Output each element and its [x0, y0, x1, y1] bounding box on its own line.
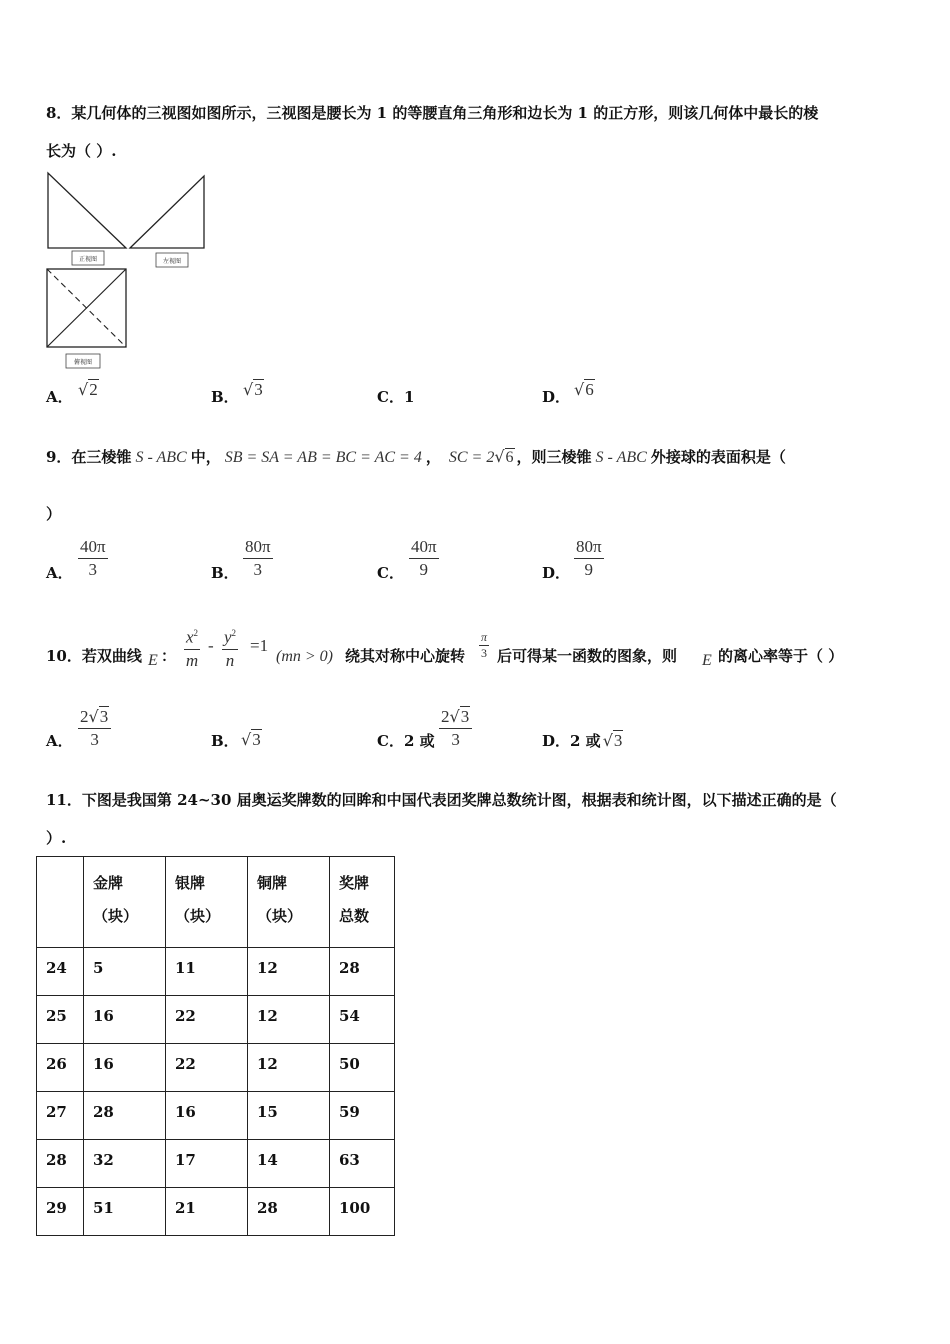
q9-option-a[interactable]: [46, 537, 106, 583]
table-cell: 17: [166, 1140, 248, 1188]
table-cell: 28: [248, 1188, 330, 1236]
side-view-triangle: [130, 176, 204, 248]
q9-suffix2: 外接球的表面积是（: [650, 448, 786, 466]
table-cell: 100: [330, 1188, 395, 1236]
table-cell: 22: [166, 1044, 248, 1092]
option-prefix: 2 或: [570, 732, 601, 750]
table-cell: 27: [37, 1092, 84, 1140]
option-label: C．: [377, 732, 404, 750]
fraction: $\frac{40\pi}{3}$: [80, 537, 106, 579]
q8-option-a[interactable]: [46, 380, 98, 407]
q10-end-text: 的离心率等于（ ）: [718, 647, 844, 665]
table-cell: 59: [330, 1092, 395, 1140]
option-label: B．: [211, 732, 239, 750]
q8-three-view-figure: [44, 168, 214, 376]
q9-option-c[interactable]: [377, 537, 437, 583]
q9-pyramid2: S - ABC: [595, 449, 647, 466]
table-cell: 28: [84, 1092, 166, 1140]
header-cell-silver: 银牌 （块）: [166, 857, 248, 948]
q9-option-d[interactable]: [542, 537, 602, 583]
q10-after-text: 后可得某一函数的图象，则: [497, 647, 678, 665]
table-cell: 22: [166, 996, 248, 1044]
q10-colon: ：: [161, 647, 177, 665]
table-cell: 12: [248, 996, 330, 1044]
q8-text-line2: 长为（ ）.: [46, 142, 117, 160]
table-cell: 16: [166, 1092, 248, 1140]
front-view-label: 正视图: [78, 256, 98, 263]
table-cell: 51: [84, 1188, 166, 1236]
fraction: $\frac{80\pi}{9}$: [576, 537, 602, 579]
q10-option-b[interactable]: [211, 730, 261, 751]
q10-minus: -: [208, 636, 214, 655]
q9-text-line1: [46, 446, 786, 467]
table-cell: 63: [330, 1140, 395, 1188]
q10-equals-one: =1: [250, 636, 269, 655]
option-label: A．: [46, 564, 73, 582]
option-label: A．: [46, 388, 73, 406]
fraction: $\frac{2√3}{3}$: [78, 706, 111, 751]
sqrt-value: √2: [78, 380, 98, 399]
q9-mid: 中，: [190, 448, 221, 466]
q10-rotate-text: 绕其对称中心旋转: [345, 647, 466, 665]
table-cell: 26: [37, 1044, 84, 1092]
fraction: $\frac{80\pi}{3}$: [245, 537, 271, 579]
table-cell: 28: [37, 1140, 84, 1188]
q10-x-fraction: $\frac{x^2}{m}$: [184, 622, 200, 672]
top-view-label: 俯视图: [73, 359, 93, 366]
option-label: A．: [46, 732, 73, 750]
q10-option-c[interactable]: [377, 707, 470, 751]
q10-E2: E: [702, 652, 712, 669]
q9-comma: ，: [425, 448, 441, 466]
q9-option-b[interactable]: [211, 537, 271, 583]
table-row: [37, 1140, 395, 1188]
option-label: D．: [542, 564, 571, 582]
q9-prefix: 9．在三棱锥: [46, 448, 132, 466]
header-cell-gold: 金牌 （块）: [84, 857, 166, 948]
q9-text-line2: ）: [46, 505, 62, 523]
option-prefix: 2 或: [403, 732, 435, 750]
option-label: C．: [377, 388, 404, 406]
option-label: C．: [377, 564, 404, 582]
q10-condition: (mn > 0): [276, 648, 334, 665]
sqrt-value: √6: [574, 380, 594, 399]
table-row: [37, 1044, 395, 1092]
table-cell: 54: [330, 996, 395, 1044]
sqrt-value: √3: [243, 380, 263, 399]
table-cell: 32: [84, 1140, 166, 1188]
header-cell-total: 奖牌 总数: [330, 857, 395, 948]
q9-sc-formula: SC = 2√6: [448, 447, 514, 466]
option-label: B．: [211, 388, 239, 406]
table-cell: 50: [330, 1044, 395, 1092]
side-view-label: 左视图: [162, 258, 182, 265]
q8-option-d[interactable]: [542, 380, 594, 407]
option-label: B．: [211, 564, 239, 582]
option-value: 1: [403, 388, 415, 406]
table-row: [37, 1188, 395, 1236]
fraction: $\frac{40\pi}{9}$: [411, 537, 437, 579]
q10-E: E: [148, 652, 158, 669]
q8-option-c[interactable]: [377, 386, 414, 407]
table-cell: 16: [84, 1044, 166, 1092]
table-cell: 11: [166, 948, 248, 996]
header-cell: [37, 857, 84, 948]
table-cell: 12: [248, 1044, 330, 1092]
q11-text-line1: 11．下图是我国第 24~30 届奥运奖牌数的回眸和中国代表团奖牌总数统计图，根据表和统计图，以下描述正确的是（: [46, 791, 837, 809]
table-row: [37, 948, 395, 996]
q10-pi-over-3: $\frac{\pi}{3}$: [481, 630, 488, 660]
front-view-triangle: [48, 173, 126, 248]
table-header-row: [37, 857, 395, 948]
q9-suffix1: ，则三棱锥: [516, 448, 592, 466]
table-cell: 21: [166, 1188, 248, 1236]
option-label: D．: [542, 732, 571, 750]
q8-text-line1: 8．某几何体的三视图如图所示，三视图是腰长为 1 的等腰直角三角形和边长为 1 的正方形，则该几何体中最长的棱: [46, 104, 819, 122]
sqrt-value: √3: [241, 730, 261, 749]
table-cell: 12: [248, 948, 330, 996]
table-cell: 28: [330, 948, 395, 996]
option-label: D．: [542, 388, 571, 406]
table-cell: 5: [84, 948, 166, 996]
q9-pyramid: S - ABC: [135, 449, 187, 466]
q10-option-d[interactable]: [542, 730, 623, 751]
q8-option-b[interactable]: [211, 380, 263, 407]
q10-option-a[interactable]: [46, 707, 109, 751]
header-cell-bronze: 铜牌 （块）: [248, 857, 330, 948]
three-view-drawing: [44, 168, 214, 372]
table-cell: 15: [248, 1092, 330, 1140]
q10-y-fraction: $\frac{y^2}{n}$: [222, 622, 238, 672]
table-row: [37, 996, 395, 1044]
table-cell: 24: [37, 948, 84, 996]
table-cell: 25: [37, 996, 84, 1044]
table-row: [37, 1092, 395, 1140]
table-cell: 29: [37, 1188, 84, 1236]
fraction: $\frac{2√3}{3}$: [439, 706, 472, 751]
medal-table: [36, 856, 395, 1236]
q9-equalities: SB = SA = AB = BC = AC = 4: [224, 449, 422, 466]
q11-text-line2: ）.: [46, 829, 67, 847]
table-cell: 14: [248, 1140, 330, 1188]
q10-prefix: 10．若双曲线: [46, 647, 142, 665]
table-cell: 16: [84, 996, 166, 1044]
sqrt-value: √3: [602, 731, 623, 750]
